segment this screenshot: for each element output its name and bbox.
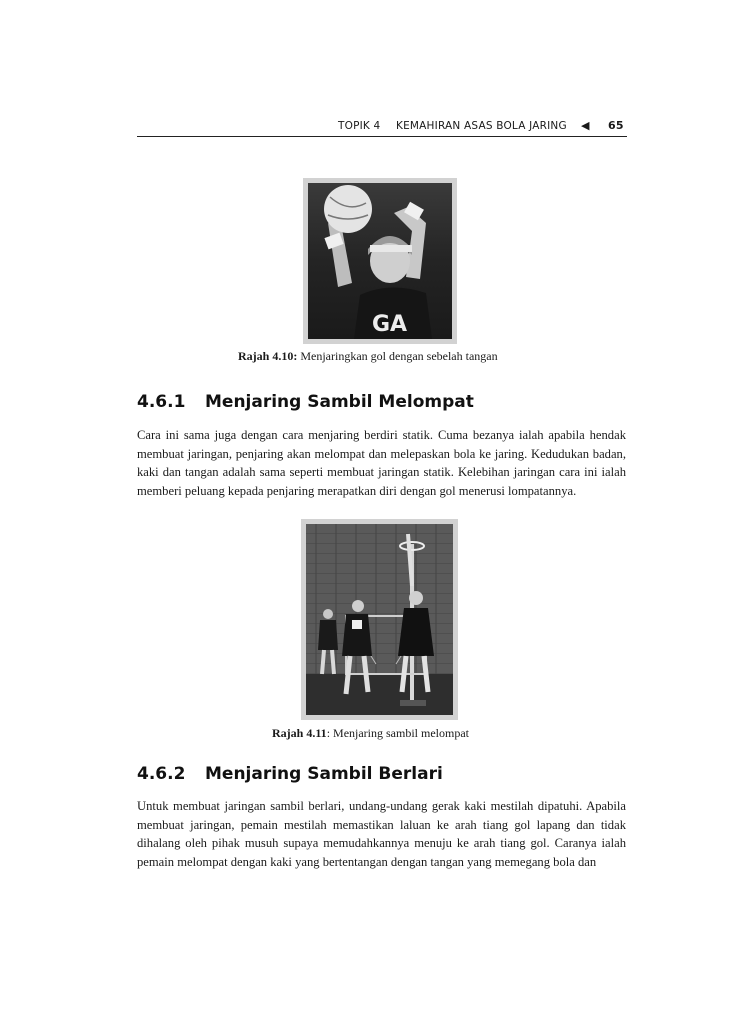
- section-number: 4.6.2: [137, 764, 186, 784]
- section-title: Menjaring Sambil Berlari: [205, 764, 443, 784]
- photo-illustration-2: [306, 524, 453, 715]
- photo-shooter-one-hand: [308, 183, 452, 339]
- section-title: Menjaring Sambil Melompat: [205, 392, 474, 412]
- section-number: 4.6.1: [137, 392, 186, 412]
- caption-label: Rajah 4.10:: [238, 349, 298, 363]
- header-topic: TOPIK 4: [338, 120, 381, 132]
- paragraph-4-6-1: Cara ini sama juga dengan cara menjaring berdiri statik. Cuma bezanya ialah apabila hendak membuat jaringan, penjaring akan melompat dan melepaskan bola ke jaring. Kedudukan badan, kaki dan tangan adalah sama seperti membuat jaringan statik. Kelebihan jaringan cara ini ialah memberi peluang kepada penjaring merapatkan diri dengan gol menerusi lompatannya.: [137, 428, 626, 498]
- caption-figure-4-10: [238, 349, 498, 364]
- header-title: KEMAHIRAN ASAS BOLA JARING: [396, 120, 567, 132]
- caption-figure-4-11: [272, 726, 469, 741]
- caption-text: : Menjaring sambil melompat: [326, 726, 469, 740]
- photo-jump-shot: [306, 524, 453, 715]
- triangle-marker-icon: ◀: [581, 119, 590, 132]
- caption-label: Rajah 4.11: [272, 726, 327, 740]
- figure-4-11: [301, 519, 458, 720]
- paragraph-4-6-2: Untuk membuat jaringan sambil berlari, undang-undang gerak kaki mestilah dipatuhi. Apabila membuat jaringan, pemain mestilah memastikan laluan ke arah tiang gol lapang dan tidak dihalang oleh pihak musuh supaya memudahkannya menuju ke arah tiang gol. Caranya ialah pemain melompat dengan kaki yang bertentangan dengan tangan yang memegang bola dan: [137, 799, 626, 869]
- running-header: [137, 118, 627, 137]
- photo-illustration-1: [308, 183, 452, 339]
- caption-text: Menjaringkan gol dengan sebelah tangan: [297, 349, 498, 363]
- figure-4-10: [303, 178, 457, 344]
- jersey-letters: GA: [372, 312, 408, 337]
- page-number: 65: [608, 119, 624, 132]
